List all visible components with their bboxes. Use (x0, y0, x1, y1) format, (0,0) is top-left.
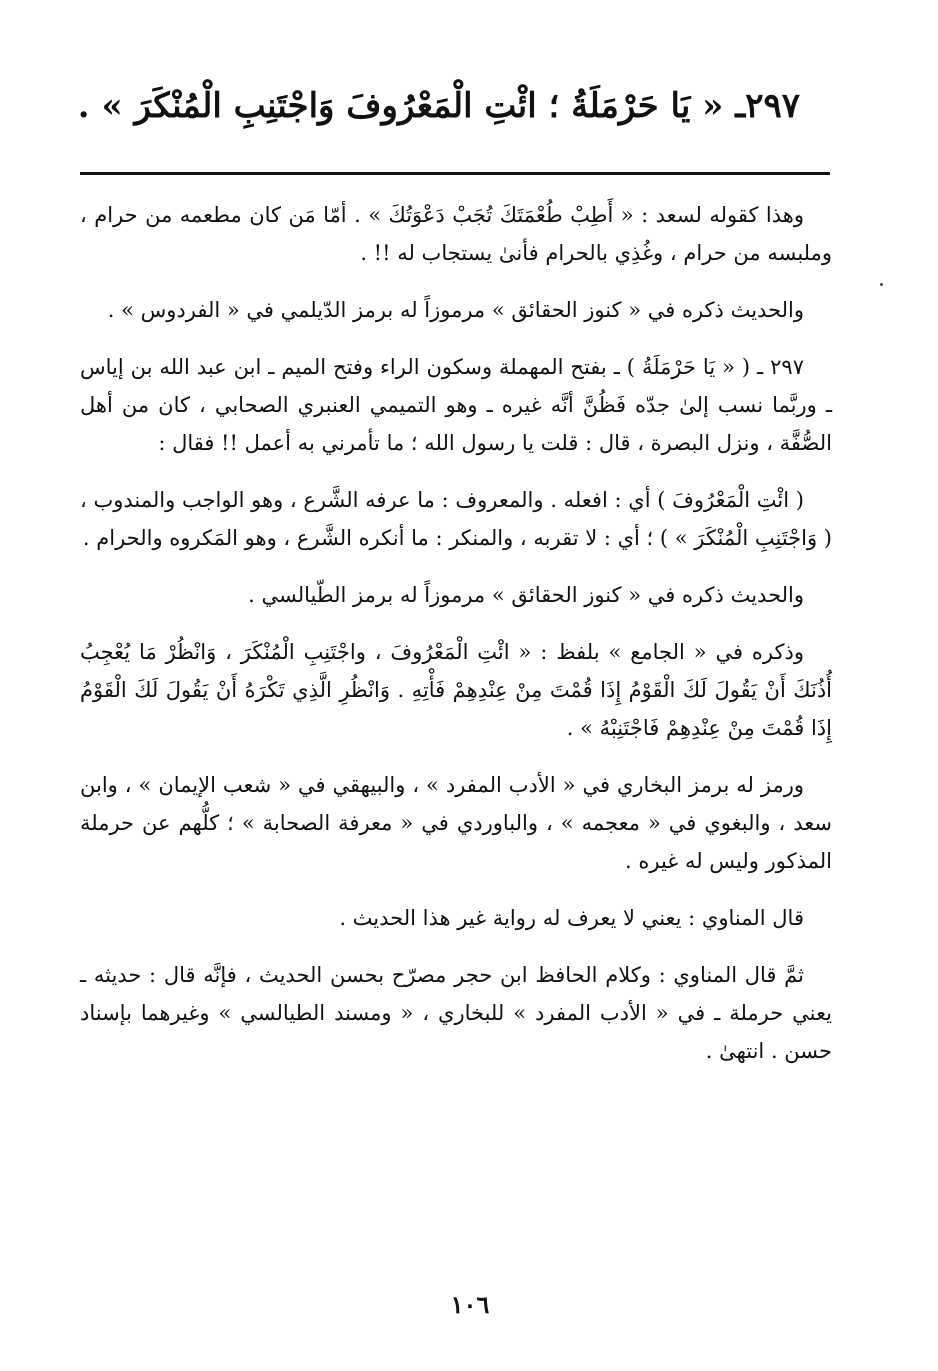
hadith-heading: ٢٩٧ـ « يَا حَرْمَلَةُ ؛ ائْتِ الْمَعْرُوفَ وَاجْتَنِبِ الْمُنْكَرَ » . (77, 86, 800, 126)
heading-divider (80, 172, 830, 175)
paragraph-1: وهذا كقوله لسعد : « أَطِبْ طُعْمَتَكَ تُجَبْ دَعْوَتُكَ » . أمّا مَن كان مطعمه من حرام ، وملبسه من حرام ، وغُذِي بالحرام فأنىٰ يستجاب له !! . (80, 203, 832, 265)
scan-speck (880, 283, 883, 286)
paragraph-7: ورمز له برمز البخاري في « الأدب المفرد » ، والبيهقي في « شعب الإيمان » ، وابن سعد ، والبغوي في « معجمه » ، والباوردي في « معرفة الصحابة » ؛ كلُّهم عن حرملة المذكور وليس له غيره . (80, 773, 832, 873)
paragraph-4: ( ائْتِ الْمَعْرُوفَ ) أي : افعله . والمعروف : ما عرفه الشَّرع ، وهو الواجب والمندوب ، ( وَاجْتَنِبِ الْمُنْكَرَ » ) ؛ أي : لا تقربه ، والمنكر : ما أنكره الشَّرع ، وهو المَكروه والحرام . (80, 488, 832, 550)
paragraph-5: والحديث ذكره في « كنوز الحقائق » مرموزاً له برمز الطّيالسي . (248, 583, 804, 607)
paragraph-2: والحديث ذكره في « كنوز الحقائق » مرموزاً له برمز الدّيلمي في « الفردوس » . (107, 298, 804, 322)
commentary-body (80, 196, 832, 1089)
paragraph-3: ٢٩٧ ـ ( « يَا حَرْمَلَةُ ) ـ بفتح المهملة وسكون الراء وفتح الميم ـ ابن عبد الله بن إياس ـ وربَّما نسب إلىٰ جدّه فَظُنَّ أنَّه غيره ـ وهو التميمي العنبري الصحابي ، كان من أهل الصُّفَّة ، ونزل البصرة ، قال : قلت يا رسول الله ؛ ما تأمرني به أعمل !! فقال : (80, 355, 832, 455)
paragraph-9: ثمَّ قال المناوي : وكلام الحافظ ابن حجر مصرّح بحسن الحديث ، فإنَّه قال : حديثه ـ يعني حرملة ـ في « الأدب المفرد » للبخاري ، « ومسند الطيالسي » وغيرهما بإسناد حسن . انتهىٰ . (80, 963, 832, 1063)
page-number: ١٠٦ (450, 1290, 490, 1319)
paragraph-8: قال المناوي : يعني لا يعرف له رواية غير هذا الحديث . (339, 906, 804, 930)
paragraph-6: وذكره في « الجامع » بلفظ : « ائْتِ الْمَعْرُوفَ ، واجْتَنِبِ الْمُنْكَرَ ، وَانْظُرْ مَا يُعْجِبُ أُذُنَكَ أَنْ يَقُولَ لَكَ الْقَوْمُ إِذَا قُمْتَ مِنْ عِنْدِهِمْ فَأْتِهِ . وَانْظُرِ الَّذِي تَكْرَهُ أَنْ يَقُولَ لَكَ الْقَوْمُ إِذَا قُمْتَ مِنْ عِنْدِهِمْ فَاجْتَنِبْهُ » . (80, 640, 832, 740)
